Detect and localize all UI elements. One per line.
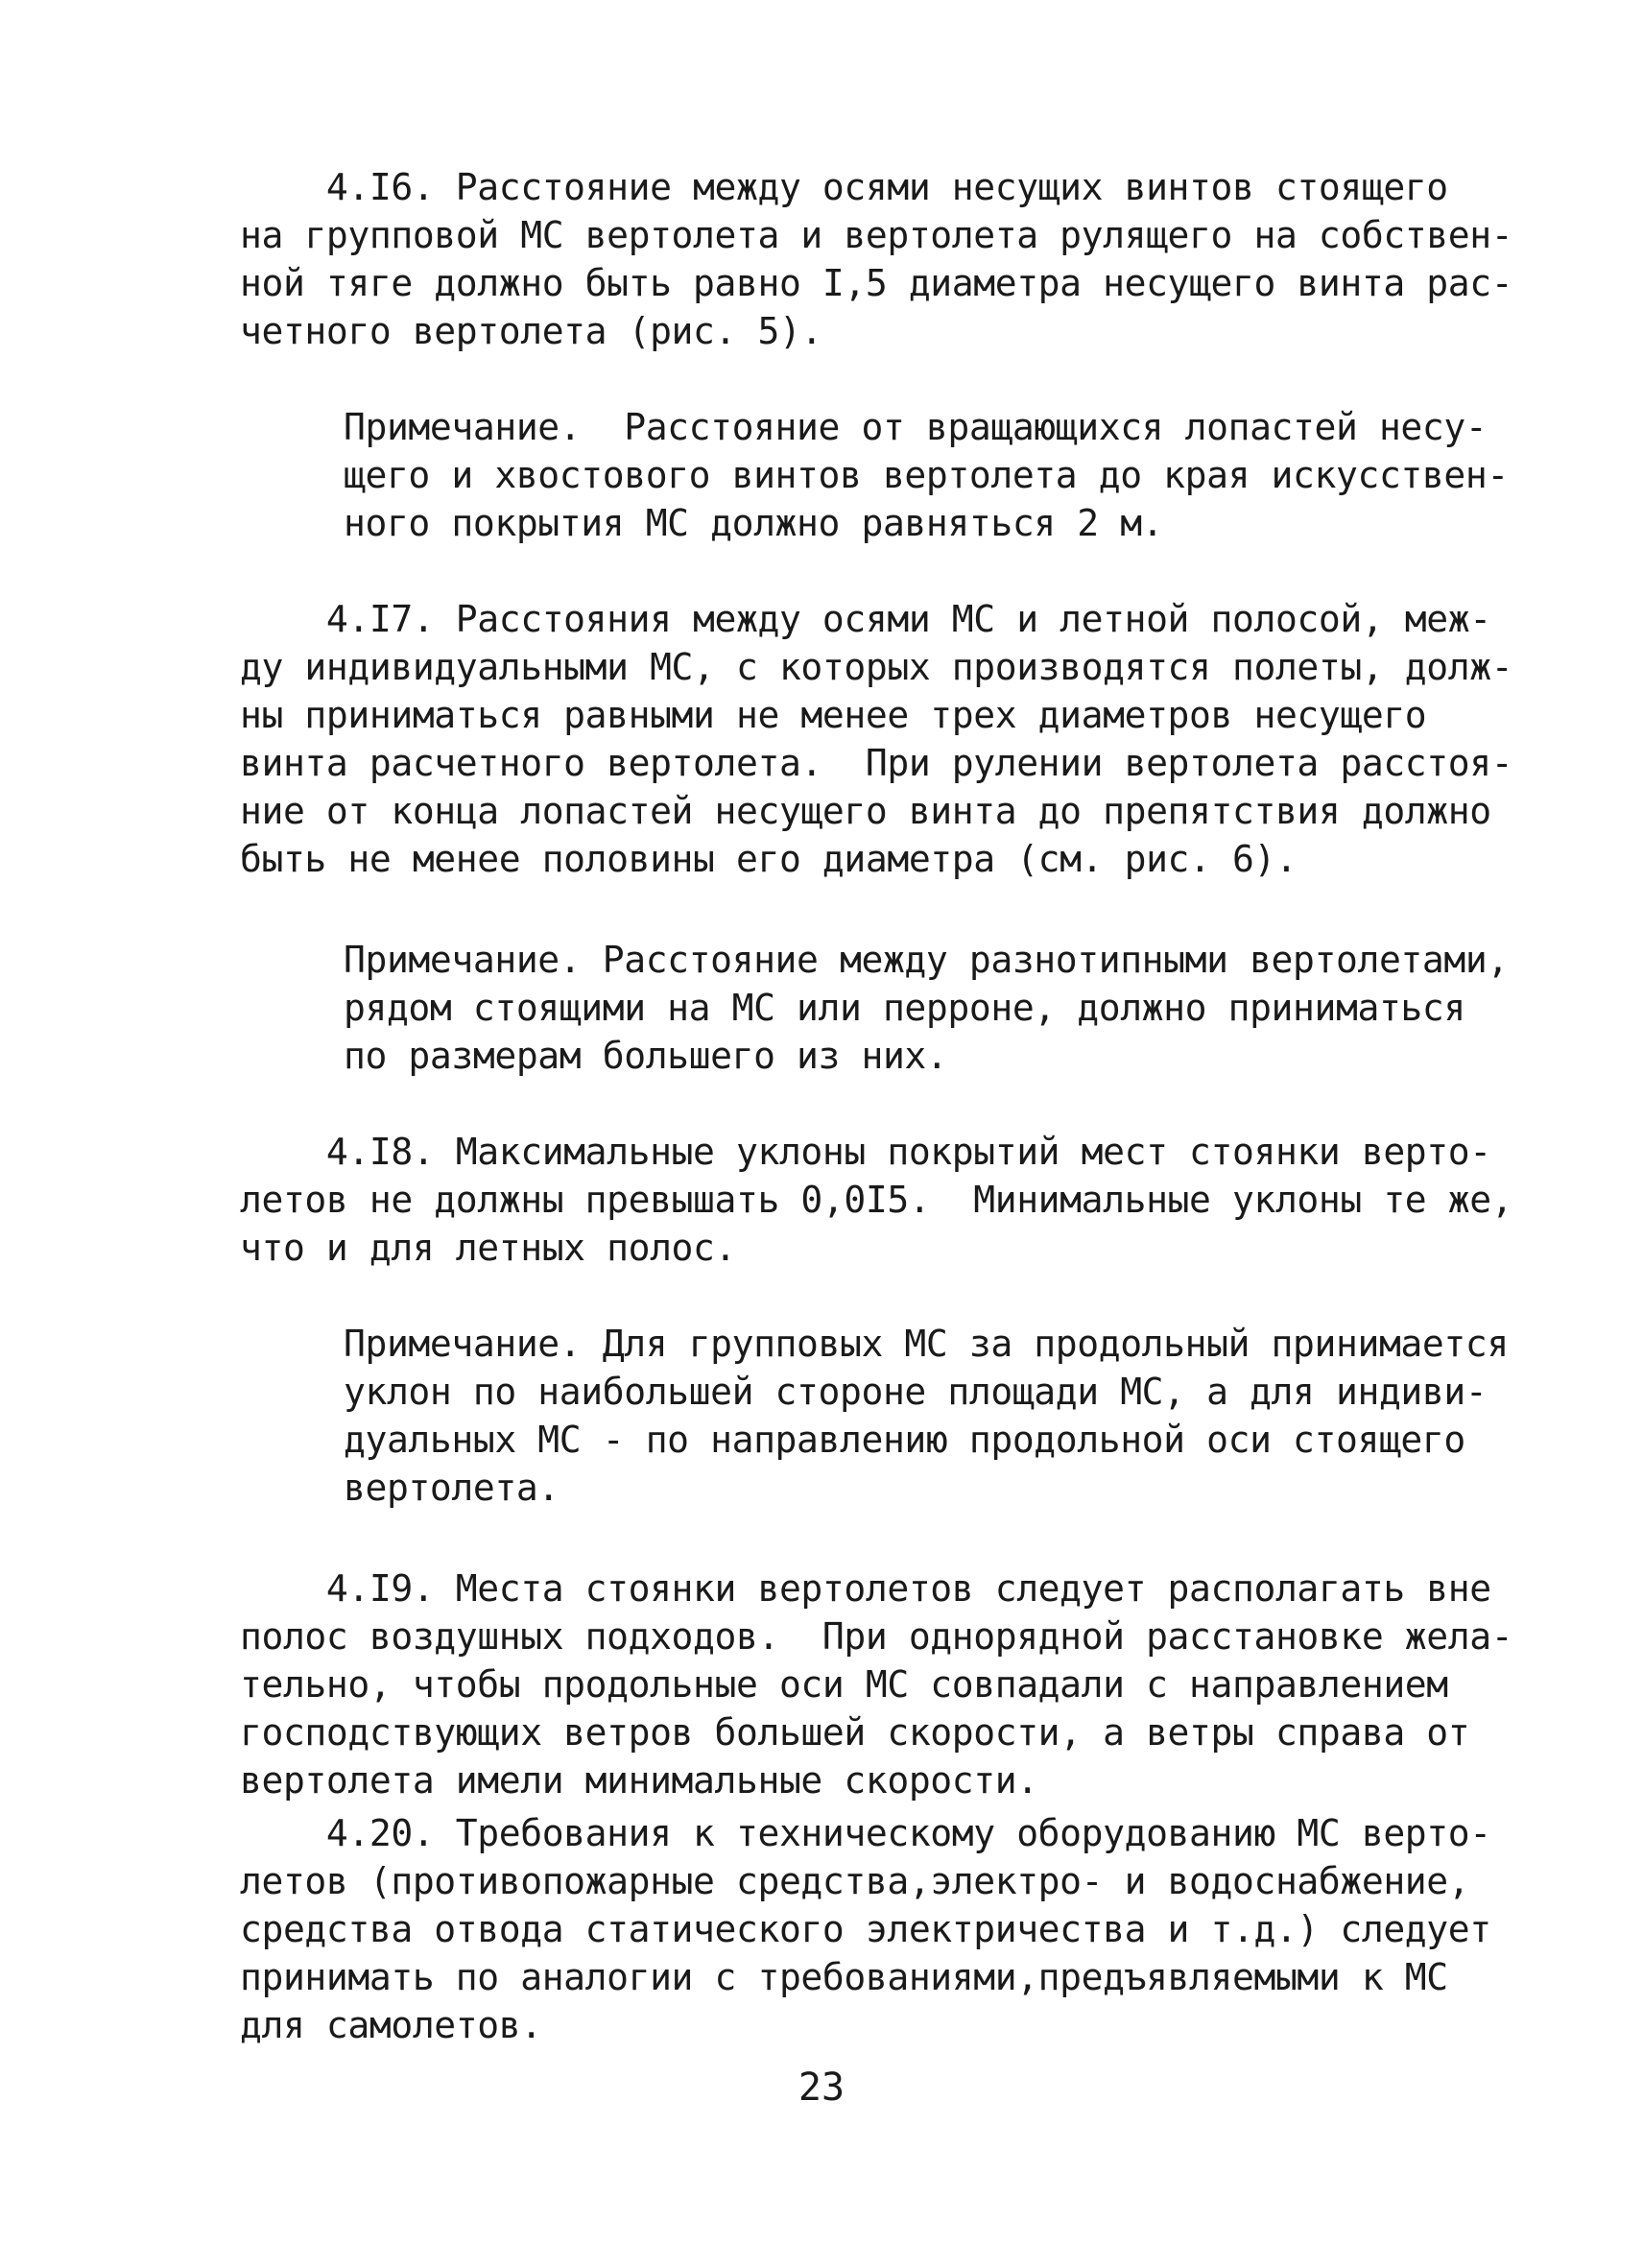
text-line: 4.20. Требования к техническому оборудованию МС верто- [240,1812,1491,1854]
text-line: винта расчетного вертолета. При рулении вертолета расстоя- [240,742,1513,784]
text-line: 4.I6. Расстояние между осями несущих винтов стоящего [240,166,1448,208]
text-line: на групповой МС вертолета и вертолета рулящего на собствен- [240,214,1513,256]
text-line: средства отвода статического электричества и т.д.) следует [240,1908,1491,1950]
text-line: вертолета имели минимальные скорости. [240,1759,1038,1802]
text-line: рядом стоящими на МС или перроне, должно приниматься [344,987,1465,1029]
text-line: по размерам большего из них. [344,1035,948,1077]
text-line: ного покрытия МС должно равняться 2 м. [344,502,1164,544]
paragraph-4-20 [240,1809,1491,2049]
text-line: господствующих ветров большей скорости, а ветры справа от [240,1711,1470,1754]
text-line: вертолета. [344,1467,560,1509]
text-line: Примечание. Для групповых МС за продольный принимается [344,1323,1509,1365]
text-line: щего и хвостового винтов вертолета до края искусствен- [344,454,1509,496]
text-line: ду индивидуальными МС, с которых производятся полеты, долж- [240,646,1513,688]
paragraph-4-18 [240,1128,1513,1272]
text-line: летов (противопожарные средства,электро- и водоснабжение, [240,1860,1470,1902]
text-line: быть не менее половины его диаметра (см. рис. 6). [240,838,1298,880]
text-line: принимать по аналогии с требованиями,предъявляемыми к МС [240,1956,1448,1998]
text-line: уклон по наибольшей стороне площади МС, а для индиви- [344,1371,1488,1413]
text-line: ной тяге должно быть равно I,5 диаметра несущего винта рас- [240,262,1513,304]
page-number: 23 [798,2065,845,2110]
note-3 [344,1320,1509,1512]
note-1 [344,403,1509,547]
text-line: четного вертолета (рис. 5). [240,310,822,352]
paragraph-4-19 [240,1564,1513,1804]
text-line: Примечание. Расстояние от вращающихся лопастей несу- [344,406,1488,448]
note-2 [344,936,1509,1080]
text-line: ны приниматься равными не менее трех диаметров несущего [240,694,1427,736]
text-line: тельно, чтобы продольные оси МС совпадали с направлением [240,1663,1448,1706]
text-line: Примечание. Расстояние между разнотипными вертолетами, [344,939,1509,981]
text-line: дуальных МС - по направлению продольной оси стоящего [344,1419,1465,1461]
text-line: 4.I7. Расстояния между осями МС и летной полосой, меж- [240,598,1491,640]
text-line: летов не должны превышать 0,0I5. Минимальные уклоны те же, [240,1179,1513,1221]
text-line: для самолетов. [240,2004,542,2046]
text-line: полос воздушных подходов. При однорядной расстановке жела- [240,1615,1513,1658]
paragraph-4-16 [240,163,1513,355]
text-line: 4.I8. Максимальные уклоны покрытий мест стоянки верто- [240,1131,1491,1173]
paragraph-4-17 [240,595,1513,883]
text-line: ние от конца лопастей несущего винта до препятствия должно [240,790,1491,832]
text-line: что и для летных полос. [240,1227,736,1269]
text-line: 4.I9. Места стоянки вертолетов следует располагать вне [240,1567,1491,1610]
